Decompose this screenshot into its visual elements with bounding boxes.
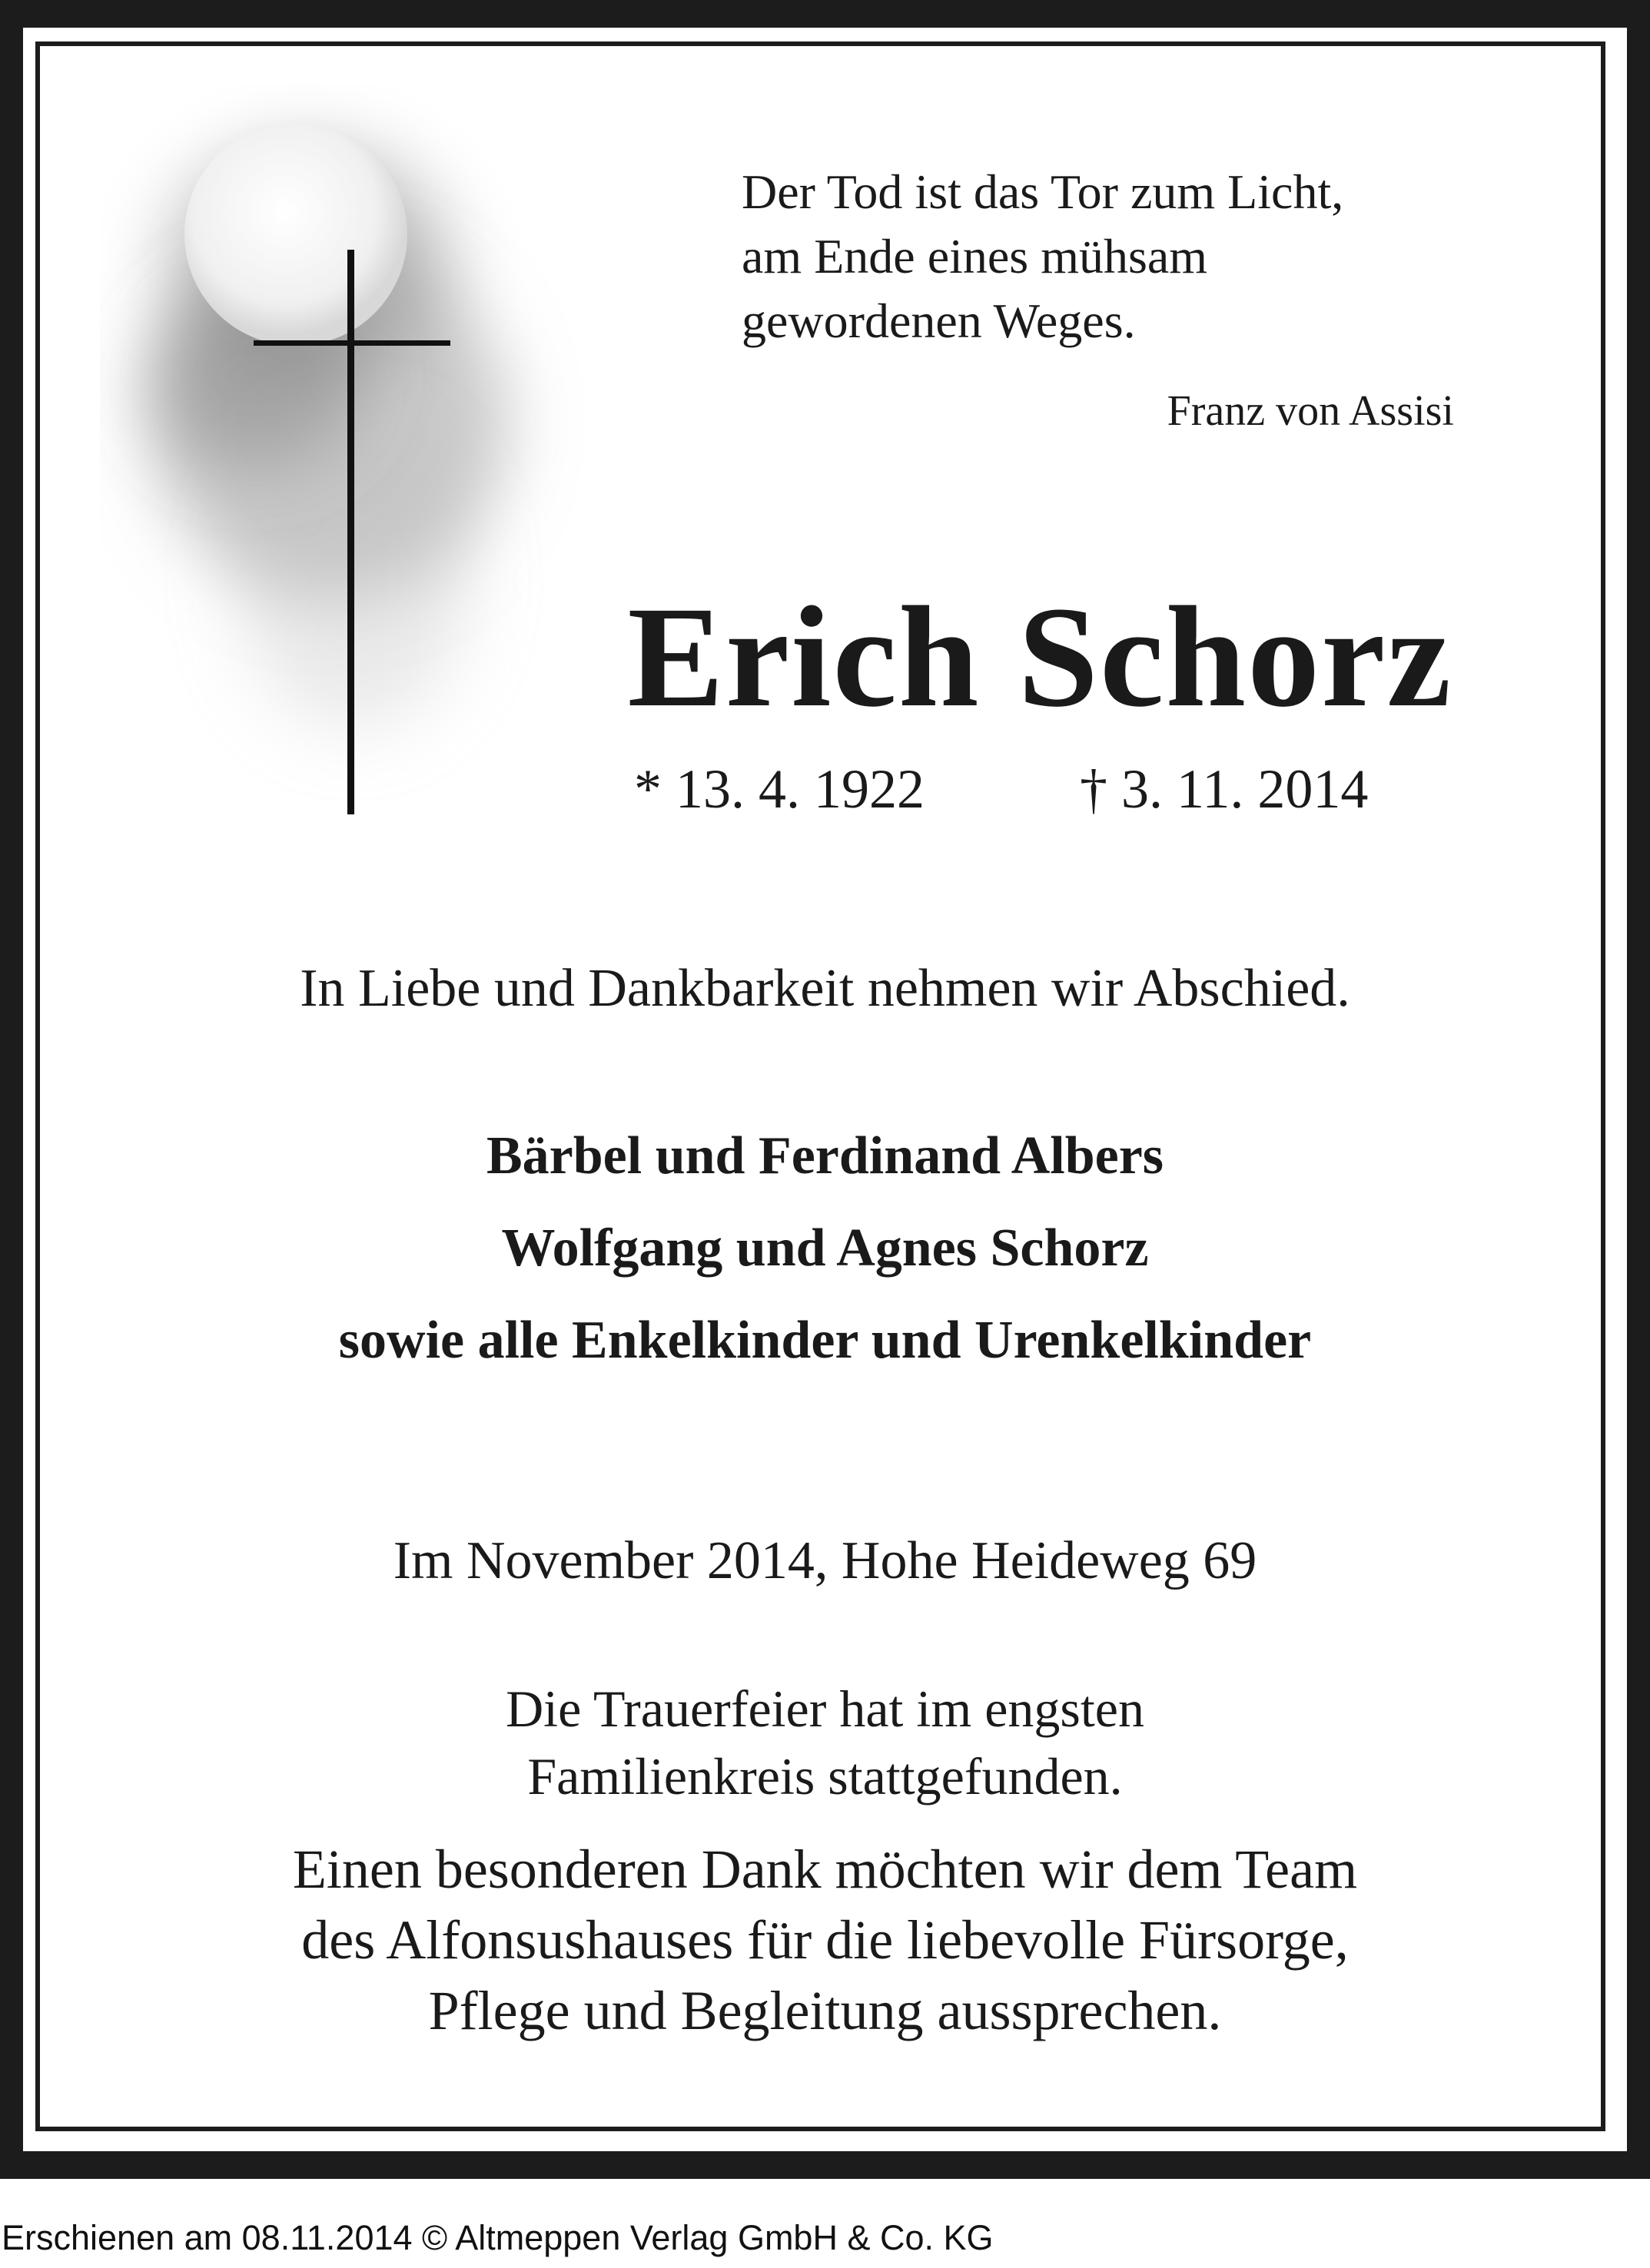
mourner-line: Wolfgang und Agnes Schorz — [501, 1219, 1149, 1278]
quote-line: Der Tod ist das Tor zum Licht, — [742, 164, 1344, 219]
cross-moon-symbol — [100, 85, 607, 822]
mourner-line: sowie alle Enkelkinder und Urenkelkinder — [338, 1311, 1312, 1370]
cross-horizontal-bar — [254, 340, 450, 346]
death-date: † 3. 11. 2014 — [1080, 758, 1369, 820]
ceremony-line: Die Trauerfeier hat im engsten — [506, 1679, 1144, 1738]
quote-line: gewordenen Weges. — [742, 293, 1136, 348]
quote-line: am Ende eines mühsam — [742, 229, 1208, 284]
birth-date: * 13. 4. 1922 — [634, 758, 925, 820]
cross-vertical-bar — [347, 250, 354, 814]
quote-text — [742, 160, 1343, 353]
deceased-name: Erich Schorz — [627, 576, 1452, 737]
quote-author: Franz von Assisi — [1167, 387, 1454, 435]
thanks-line: Einen besonderen Dank möchten wir dem Team — [292, 1839, 1358, 1900]
farewell-line: In Liebe und Dankbarkeit nehmen wir Abschied. — [300, 959, 1350, 1018]
moon-disc — [184, 123, 407, 346]
ceremony-line: Familienkreis stattgefunden. — [527, 1747, 1123, 1805]
mourner-line: Bärbel und Ferdinand Albers — [486, 1126, 1164, 1185]
place-date: Im November 2014, Hohe Heideweg 69 — [393, 1531, 1257, 1590]
thanks-line: des Alfonsushauses für die liebevolle Fürsorge, — [301, 1909, 1349, 1971]
publication-footer: Erschienen am 08.11.2014 © Altmeppen Verlag GmbH & Co. KG — [2, 2218, 994, 2257]
thanks-line: Pflege und Begleitung aussprechen. — [428, 1980, 1222, 2041]
